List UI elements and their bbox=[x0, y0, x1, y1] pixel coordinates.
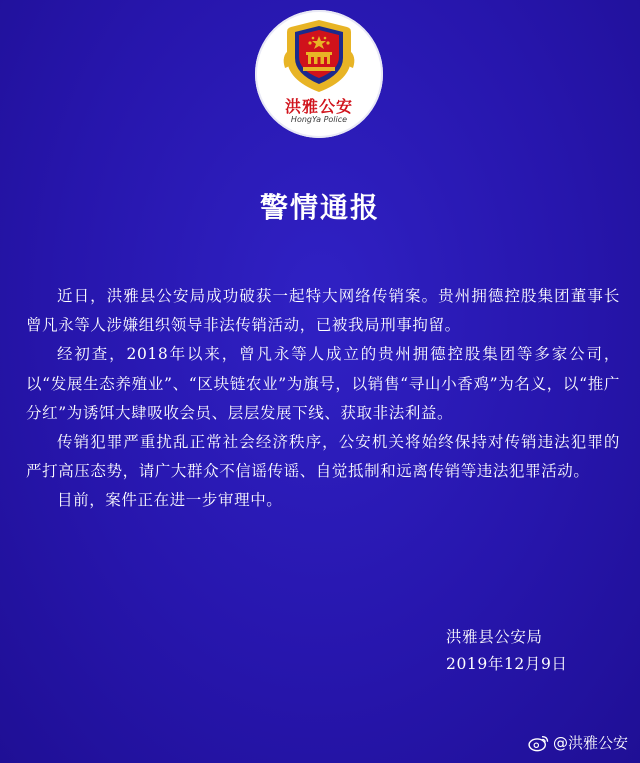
watermark-text: @洪雅公安 bbox=[552, 734, 628, 752]
logo-name: 洪雅公安 bbox=[284, 97, 353, 116]
police-emblem-logo bbox=[255, 10, 383, 138]
signature-org: 洪雅县公安局 bbox=[446, 628, 543, 646]
page-title: 警情通报 bbox=[259, 191, 380, 224]
signature-block bbox=[446, 624, 568, 678]
paragraph-3: 传销犯罪严重扰乱正常社会经济秩序，公安机关将始终保持对传销违法犯罪的严打高压态势，请广大群众不信谣传谣、自觉抵制和远离传销等违法犯罪活动。 bbox=[26, 433, 620, 481]
paragraph-1: 近日，洪雅县公安局成功破获一起特大网络传销案。贵州拥德控股集团董事长曾凡永等人涉嫌组织领导非法传销活动，已被我局刑事拘留。 bbox=[26, 287, 620, 335]
notice-body bbox=[26, 282, 620, 516]
logo-subtitle: HongYa Police bbox=[290, 115, 348, 124]
weibo-icon bbox=[528, 734, 550, 752]
paragraph-2: 经初查，2018年以来，曾凡永等人成立的贵州拥德控股集团等多家公司，以“发展生态养殖业”、“区块链农业”为旗号，以销售“寻山小香鸡”为名义，以“推广分红”为诱饵大肆吸收会员、层层发展下线、获取非法利益。 bbox=[26, 345, 620, 422]
weibo-watermark bbox=[528, 732, 628, 753]
signature-date: 2019年12月9日 bbox=[446, 655, 568, 673]
paragraph-4: 目前，案件正在进一步审理中。 bbox=[57, 491, 283, 510]
